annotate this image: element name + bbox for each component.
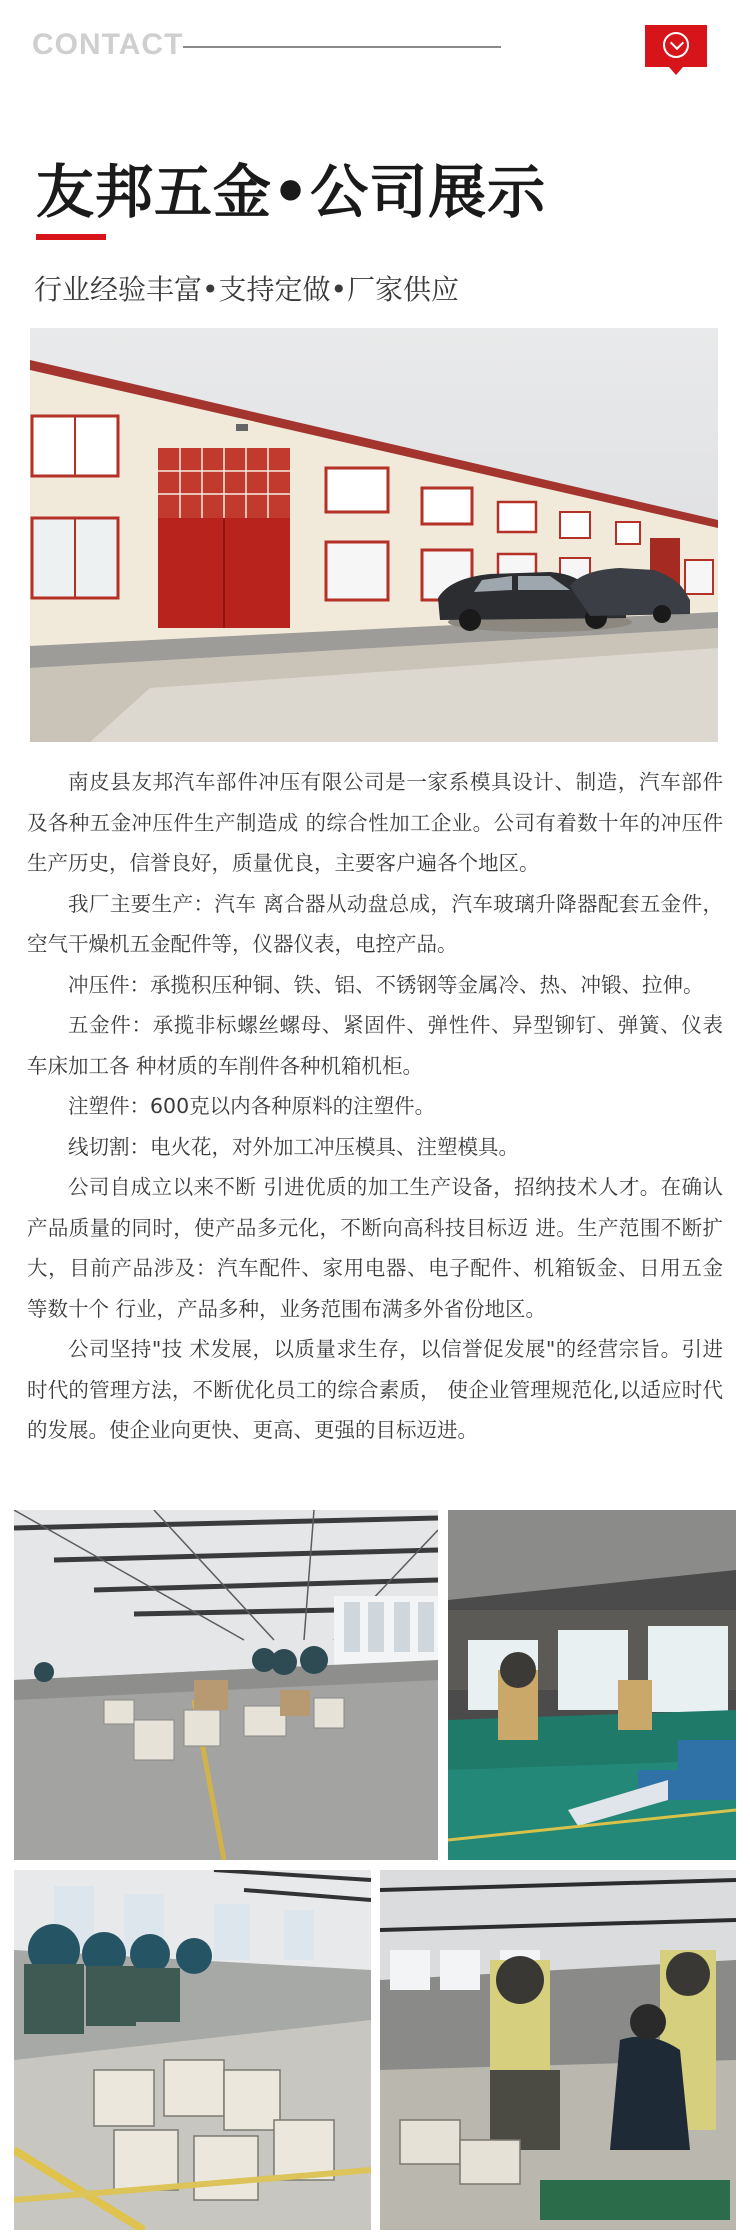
paragraph-wire-cutting: 线切割：电火花，对外加工冲压模具、注塑模具。 [68, 1134, 519, 1159]
paragraph-hardware: 五金件：承揽非标螺丝螺母、紧固件、弹性件、异型铆钉、弹簧、仪表车床加工各 种材质的车削件各种机箱机柜。 [27, 1013, 723, 1078]
workshop-photo-1 [14, 1510, 438, 1860]
company-description [27, 762, 723, 1451]
paragraph-stamping: 冲压件：承揽积压种铜、铁、铝、不锈钢等金属冷、热、冲锻、拉伸。 [68, 972, 704, 997]
badge-circle [663, 32, 689, 58]
chevron-down-icon [670, 36, 684, 50]
paragraph-development: 公司自成立以来不断 引进优质的加工生产设备，招纳技术人才。在确认产品质量的同时，使产品多元化，不断向高科技目标迈 进。生产范围不断扩大，目前产品涉及：汽车配件、家用电器、电子配件、机箱钣金、日用五金等数十个 行业，产品多种，业务范围布满多外省份地区。 [27, 1175, 723, 1321]
paragraph-intro: 南皮县友邦汽车部件冲压有限公司是一家系模具设计、制造，汽车部件及各种五金冲压件生产制造成 的综合性加工企业。公司有着数十年的冲压件生产历史，信誉良好，质量优良，主要客户遍各个地区。 [27, 770, 723, 875]
page-subtitle: 行业经验丰富•支持定做•厂家供应 [34, 273, 460, 306]
factory-exterior-photo [30, 328, 718, 742]
header-bar [0, 0, 750, 95]
header-divider [183, 46, 501, 48]
paragraph-injection: 注塑件：600克以内各种原料的注塑件。 [68, 1094, 436, 1118]
page-title: 友邦五金•公司展示 [36, 158, 547, 226]
chevron-down-circle-icon[interactable] [645, 25, 707, 67]
contact-label: CONTACT [32, 28, 184, 61]
paragraph-philosophy: 公司坚持"技 术发展，以质量求生存，以信誉促发展"的经营宗旨。引进时代的管理方法，不断优化员工的综合素质， 使企业管理规范化,以适应时代的发展。使企业向更快、更高、更强的目标迈进。 [27, 1337, 723, 1442]
paragraph-main-products: 我厂主要生产：汽车 离合器从动盘总成，汽车玻璃升降器配套五金件，空气干燥机五金配件等，仪器仪表，电控产品。 [27, 891, 723, 956]
workshop-photo-4 [380, 1870, 736, 2230]
workshop-photo-2 [448, 1510, 736, 1860]
workshop-photo-3 [14, 1870, 371, 2230]
title-accent-bar [36, 234, 106, 240]
